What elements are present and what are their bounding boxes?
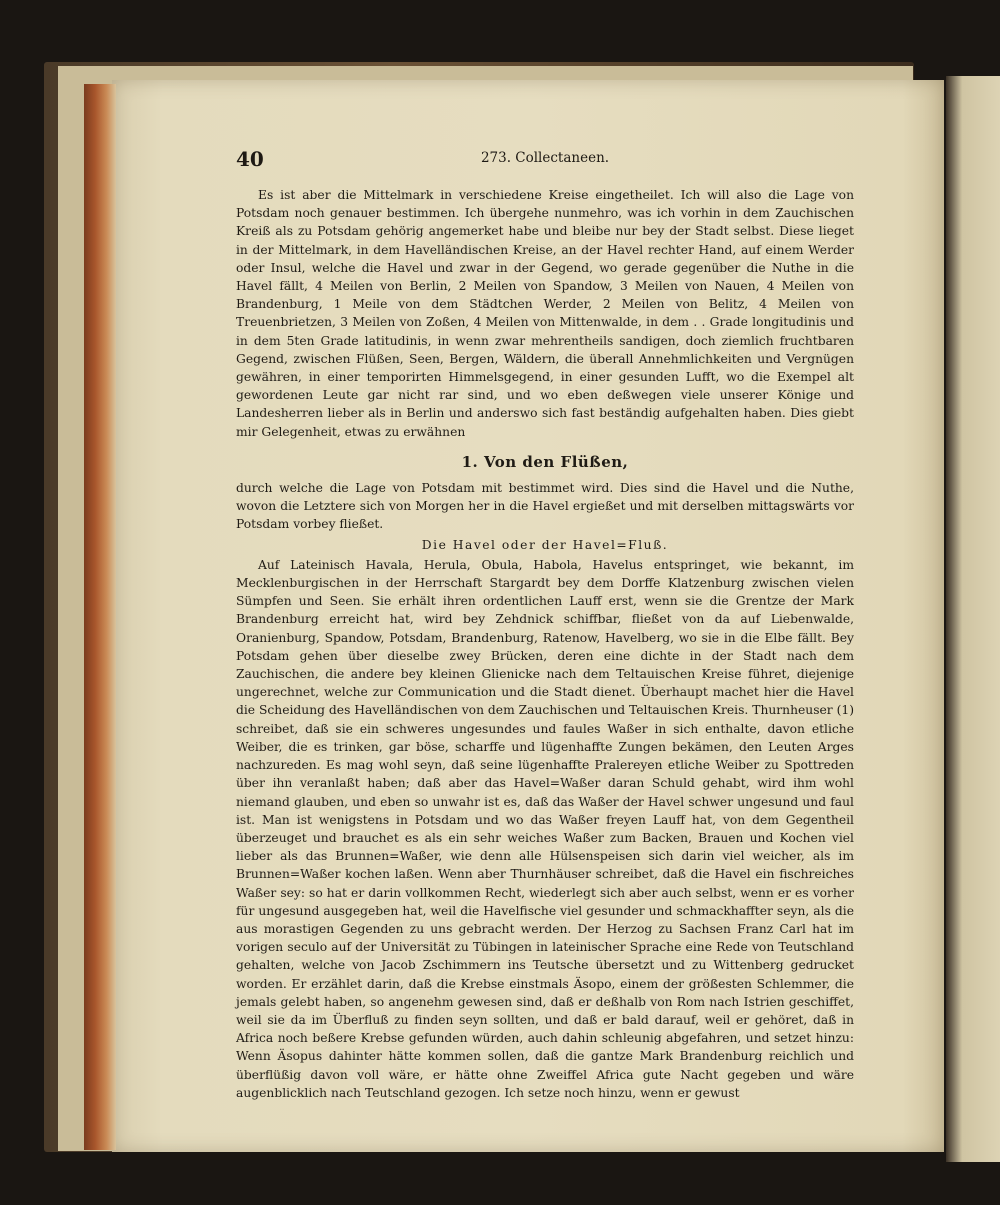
- paragraph: Auf Lateinisch Havala, Herula, Obula, Habola, Havelus entspringet, wie bekannt, im Mecklenburgischen in der Herrschaft Stargardt bey dem Dorffe Klatzenburg zwischen vielen Sümpfen und Seen. Sie erhält ihren ordentlichen Lauff erst, wenn sie die Grentze der Mark Brandenburg erreicht hat, wird bey Zehdnick schiffbar, fließet von da auf Liebenwalde, Oranienburg, Spandow, Potsdam, Brandenburg, Ratenow, Havelberg, wo sie in die Elbe fällt. Bey Potsdam gehen über dieselbe zwey Brücken, deren eine dichte in der Stadt nach dem Zauchischen, die andere bey kleinen Glienicke nach dem Teltauischen Kreise führet, diejenige ungerechnet, welche zur Communication und die Stadt dienet. Überhaupt machet hier die Havel die Scheidung des Havelländischen von dem Zauchischen und Teltauischen Kreis. Thurnheuser (1) schreibet, daß sie ein schweres ungesundes und faules Waßer in sich enthalte, davon etliche Weiber, die es trinken, gar böse, scharffe und lügenhaffte Zungen bekämen, den Leuten Arges nachzureden. Es mag wohl seyn, daß seine lügenhaffte Pralereyen etliche Weiber zu Spottreden über ihn veranlaßt haben; daß aber das Havel=Waßer daran Schuld gehabt, wird ihm wohl niemand glauben, und eben so unwahr ist es, daß das Waßer der Havel schwer ungesund und faul ist. Man ist wenigstens in Potsdam und wo das Waßer freyen Lauff hat, von dem Gegentheil überzeuget und brauchet es als ein sehr weiches Waßer zum Backen, Brauen und Kochen viel lieber als das Brunnen=Waßer, wie denn alle Hülsenspeisen sich darin viel weicher, als im Brunnen=Waßer kochen laßen. Wenn aber Thurnhäuser schreibet, daß die Havel ein fischreiches Waßer sey: so hat er darin vollkommen Recht, wiederlegt sich aber auch selbst, wenn er es vorher für ungesund ausgegeben hat, weil die Havelfische viel gesunder und schmackhaffter seyn, als die aus morastigen Gegenden zu uns gebracht werden. Der Herzog zu Sachsen Franz Carl hat im vorigen seculo auf der Universität zu Tübingen in lateinischer Sprache eine Rede von Teutschland gehalten, welche von Jacob Zschimmern ins Teutsche übersetzt und zu Wittenberg gedrucket worden. Er erzählet darin, daß die Krebse einstmals Äsopo, einem der größesten Schlemmer, die jemals gelebt haben, so angenehm gewesen sind, daß er deßhalb von Rom nach Istrien geschiffet, weil sie da im Überfluß zu finden seyn sollten, und daß er bald darauf, weil er gehöret, daß in Africa noch beßere Krebse gefunden würden, auch dahin schleunig abgefahren, und setzet hinzu: Wenn Äsopus dahinter hätte kommen sollen, daß die gantze Mark Brandenburg reichlich und überflüßig davon voll wäre, er hätte ohne Zweiffel Africa gute Nacht gegeben und wäre augenblicklich nach Teutschland gezogen. Ich setze noch hinzu, wenn er gewust: [236, 557, 854, 1100]
- page-number: 40: [236, 147, 264, 171]
- running-head: 273. Collectaneen.: [480, 150, 610, 166]
- subheading: Die Havel oder der Havel=Fluß.: [421, 537, 669, 552]
- paragraph: Es ist aber die Mittelmark in verschiedene Kreise eingetheilet. Ich will also die Lage von Potsdam noch genauer bestimmen. Ich übergehe nunmehro, was ich vorhin in dem Zauchischen Kreiß als zu Potsdam gehörig angemerket habe und bleibe nur bey der Stadt selbst. Diese lieget in der Mittelmark, in dem Havelländischen Kreise, an der Havel rechter Hand, auf einem Werder oder Insul, welche die Havel und zwar in der Gegend, wo gerade gegenüber die Nuthe in die Havel fällt, 4 Meilen von Berlin, 2 Meilen von Spandow, 3 Meilen von Nauen, 4 Meilen von Brandenburg, 1 Meile von dem Städtchen Werder, 2 Meilen von Belitz, 4 Meilen von Treuenbrietzen, 3 Meilen von Zoßen, 4 Meilen von Mittenwalde, in dem . . Grade longitudinis und in dem 5ten Grade latitudinis, in wenn zwar mehrentheils sandigen, doch ziemlich fruchtbaren Gegend, zwischen Flüßen, Seen, Bergen, Wäldern, die überall Annehmlichkeiten und Vergnügen gewähren, in einer temporirten Himmelsgegend, in einer gesunden Lufft, wo die Exempel alt gewordenen Leute gar nicht rar sind, und wo eben deßwegen viele unserer Könige und Landesherren lieber als in Berlin und anderswo sich fast beständig aufgehalten haben. Dies giebt mir Gelegenheit, etwas zu erwähnen: [236, 188, 854, 439]
- page-body: [236, 186, 854, 1102]
- page-gutter: [84, 84, 116, 1150]
- facing-page-edge: [946, 76, 1000, 1162]
- paragraph: durch welche die Lage von Potsdam mit bestimmet wird. Dies sind die Havel und die Nuthe, wovon die Letztere sich von Morgen her in die Havel ergießet und mit derselben mittagswärts vor Potsdam vorbey fließet.: [236, 481, 854, 532]
- page-header: [236, 147, 854, 173]
- section-heading: 1. Von den Flüßen,: [461, 452, 629, 471]
